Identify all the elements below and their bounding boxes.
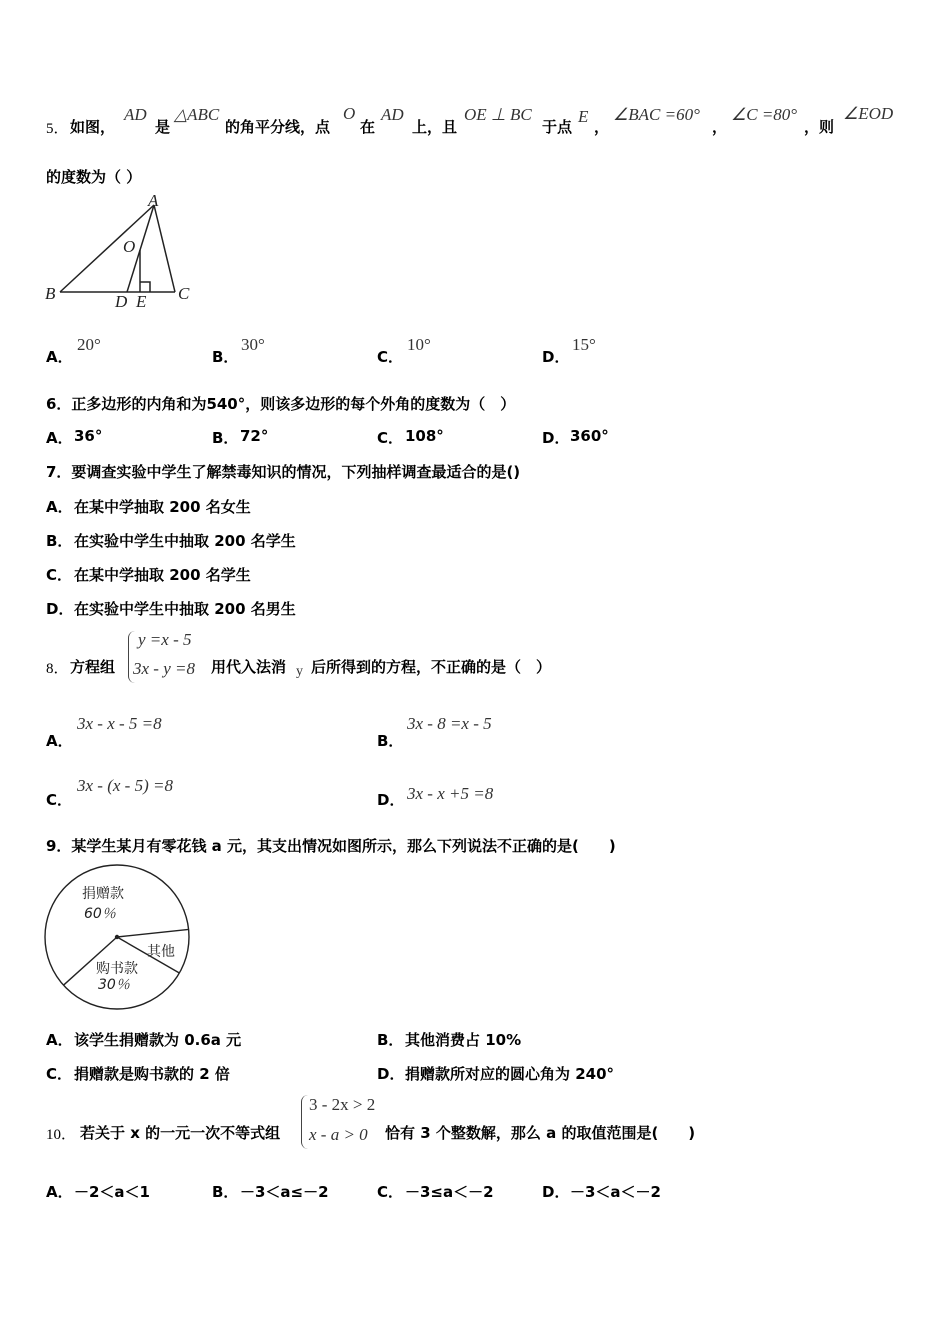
- pie-slice-boundary-1: [117, 929, 189, 937]
- q5-text-3: 的角平分线，点: [225, 118, 331, 136]
- q5-text-4: 在: [360, 118, 376, 136]
- q5-math-o: O: [343, 104, 356, 123]
- q5-option-c-label: C．: [377, 348, 404, 366]
- q8-text-2: 用代入法消: [211, 658, 287, 676]
- q8-option-a-label: A．: [46, 732, 73, 750]
- q8-option-c-label: C．: [46, 791, 73, 809]
- slice-books-percent: 30％: [98, 977, 130, 993]
- q5-number: 5．: [46, 121, 69, 137]
- q6-option-c-label: C．: [377, 429, 404, 447]
- q5-option-d-label: D．: [542, 348, 570, 366]
- q8-option-d-value: 3x - x +5 =8: [407, 784, 494, 803]
- q5-text-5: 上，且: [412, 118, 458, 136]
- q8-text-1: 方程组: [70, 658, 116, 676]
- side-ac: [154, 205, 175, 292]
- q10-option-b-label: B．: [212, 1183, 239, 1201]
- q8-option-b-value: 3x - 8 =x - 5: [407, 714, 492, 733]
- q5-math-c: ∠C =80°: [731, 105, 798, 124]
- q5-math-oe-bc: OE ⊥ BC: [464, 105, 532, 124]
- slice-donation-percent: 60％: [84, 906, 116, 922]
- q7-option-b-label: B．: [46, 532, 73, 550]
- label-b: B: [45, 284, 56, 303]
- q10-text-1: 若关于 x 的一元一次不等式组: [80, 1124, 281, 1142]
- q7-option-d-value: 在实验中学生中抽取 200 名男生: [74, 600, 296, 618]
- q10-option-a-value: －2＜a＜1: [74, 1183, 150, 1201]
- q5-line-2: 的度数为（ ）: [46, 168, 142, 186]
- slice-books-name: 购书款: [96, 961, 138, 977]
- q5-option-b-value: 30°: [241, 335, 265, 354]
- q9-pie-chart: [40, 862, 200, 1018]
- q5-math-ad: AD: [124, 105, 147, 124]
- q7-option-c-label: C．: [46, 566, 73, 584]
- q5-option-b-label: B．: [212, 348, 239, 366]
- q6-option-a-value: 36°: [74, 427, 103, 445]
- q7-option-b-value: 在实验中学生中抽取 200 名学生: [74, 532, 296, 550]
- q8-option-c-value: 3x - (x - 5) =8: [77, 776, 173, 795]
- q9-option-c-label: C．: [46, 1065, 73, 1083]
- q10-inequality-2: x - a > 0: [309, 1125, 368, 1144]
- q6-text: 6．正多边形的内角和为540°，则该多边形的每个外角的度数为（ ）: [46, 395, 516, 413]
- slice-other-name: 其他: [147, 944, 175, 960]
- q9-option-c-value: 捐赠款是购书款的 2 倍: [74, 1065, 230, 1083]
- q5-text-1: 如图，: [70, 118, 116, 136]
- q5-math-e: E: [578, 107, 589, 126]
- q9-text: 9．某学生某月有零花钱 a 元，其支出情况如图所示，那么下列说法不正确的是( ): [46, 837, 616, 855]
- q6-option-b-label: B．: [212, 429, 239, 447]
- q5-option-a-label: A．: [46, 348, 73, 366]
- q5-text-7: ，则: [804, 118, 835, 136]
- q7-option-a-label: A．: [46, 498, 73, 516]
- q10-inequality-1: 3 - 2x > 2: [309, 1095, 376, 1114]
- q7-option-d-label: D．: [46, 600, 74, 618]
- q6-option-d-value: 360°: [570, 427, 609, 445]
- q10-option-d-label: D．: [542, 1183, 570, 1201]
- pie-center: [115, 935, 119, 939]
- q5-math-abc: △ABC: [174, 105, 220, 124]
- q10-option-c-label: C．: [377, 1183, 404, 1201]
- label-a: A: [148, 191, 159, 210]
- q5-triangle-figure: [40, 190, 205, 315]
- q10-system-brace: [301, 1095, 308, 1149]
- label-d: D: [115, 292, 128, 311]
- label-c: C: [178, 284, 190, 303]
- q5-option-c-value: 10°: [407, 335, 431, 354]
- q7-option-a-value: 在某中学抽取 200 名女生: [74, 498, 251, 516]
- q10-option-c-value: －3≤a＜－2: [405, 1183, 494, 1201]
- q5-comma-1: ，: [594, 118, 610, 136]
- q8-equation-1: y =x - 5: [138, 630, 192, 649]
- q8-text-3: 后所得到的方程，不正确的是（ ）: [311, 658, 552, 676]
- q8-option-a-value: 3x - x - 5 =8: [77, 714, 162, 733]
- q5-option-a-value: 20°: [77, 335, 101, 354]
- q7-text: 7．要调查实验中学生了解禁毒知识的情况，下列抽样调查最适合的是(): [46, 463, 521, 481]
- label-e: E: [136, 292, 147, 311]
- q5-math-eod: ∠EOD: [843, 104, 894, 123]
- label-o: O: [123, 237, 136, 256]
- q9-option-d-value: 捐赠款所对应的圆心角为 240°: [405, 1065, 615, 1083]
- q9-option-a-value: 该学生捐赠款为 0.6a 元: [74, 1031, 242, 1049]
- q5-math-bac: ∠BAC =60°: [613, 105, 700, 124]
- q5-option-d-value: 15°: [572, 335, 596, 354]
- q9-option-b-value: 其他消费占 10%: [405, 1031, 522, 1049]
- q7-option-c-value: 在某中学抽取 200 名学生: [74, 566, 251, 584]
- q10-option-a-label: A．: [46, 1183, 73, 1201]
- right-angle-mark: [140, 282, 150, 292]
- q8-number: 8．: [46, 661, 69, 677]
- q6-option-d-label: D．: [542, 429, 570, 447]
- q10-option-b-value: －3＜a≤－2: [240, 1183, 329, 1201]
- q6-option-a-label: A．: [46, 429, 73, 447]
- slice-donation-name: 捐赠款: [82, 886, 124, 902]
- q9-option-a-label: A．: [46, 1031, 73, 1049]
- q6-option-c-value: 108°: [405, 427, 444, 445]
- q6-option-b-value: 72°: [240, 427, 269, 445]
- q9-option-d-label: D．: [377, 1065, 405, 1083]
- q8-equation-2: 3x - y =8: [133, 659, 195, 678]
- q8-var-y: y: [296, 664, 303, 679]
- q5-math-ad2: AD: [381, 105, 404, 124]
- q8-option-d-label: D．: [377, 791, 405, 809]
- q5-text-2: 是: [155, 118, 171, 136]
- q10-number: 10．: [46, 1127, 77, 1143]
- q8-option-b-label: B．: [377, 732, 404, 750]
- q10-text-2: 恰有 3 个整数解，那么 a 的取值范围是( ): [385, 1124, 696, 1142]
- q9-option-b-label: B．: [377, 1031, 404, 1049]
- q5-text-6: 于点: [542, 118, 573, 136]
- q5-comma-2: ，: [712, 118, 728, 136]
- q10-option-d-value: －3＜a＜－2: [570, 1183, 661, 1201]
